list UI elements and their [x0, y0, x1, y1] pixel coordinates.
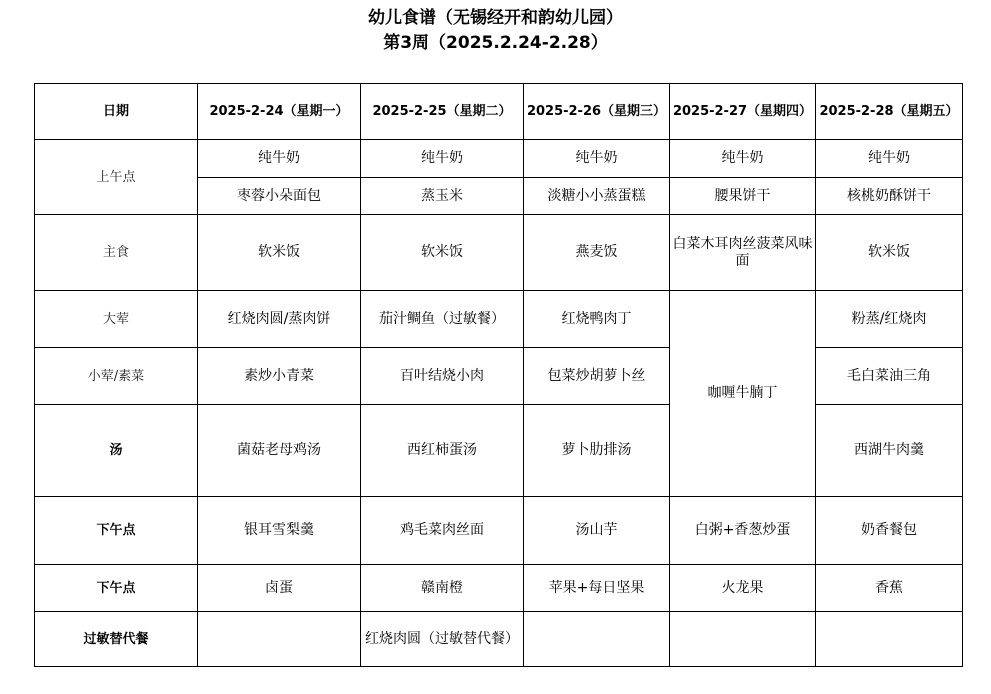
menu-cell: 核桃奶酥饼干 — [816, 178, 963, 215]
menu-cell: 软米饭 — [816, 215, 963, 291]
menu-cell: 百叶结烧小肉 — [361, 348, 524, 405]
header-row — [35, 84, 963, 140]
staple-label: 主食 — [35, 215, 198, 291]
page-title: 幼儿食谱（无锡经开和韵幼儿园） — [368, 8, 623, 28]
menu-cell: 红烧鸭肉丁 — [524, 291, 670, 348]
menu-cell: 白菜木耳肉丝菠菜风味面 — [670, 215, 816, 291]
morning-milk-row — [35, 140, 963, 178]
menu-cell — [524, 612, 670, 667]
menu-cell: 香蕉 — [816, 565, 963, 612]
allergy-sub-label: 过敏替代餐 — [35, 612, 198, 667]
side-dish-label: 小荤/素菜 — [35, 348, 198, 405]
menu-cell: 茄汁鲷鱼（过敏餐） — [361, 291, 524, 348]
morning-snack-label: 上午点 — [35, 140, 198, 215]
menu-cell: 菌菇老母鸡汤 — [198, 405, 361, 497]
menu-cell: 腰果饼干 — [670, 178, 816, 215]
soup-label: 汤 — [35, 405, 198, 497]
main-meat-label: 大荤 — [35, 291, 198, 348]
menu-cell: 汤山芋 — [524, 497, 670, 565]
allergy-sub-row — [35, 612, 963, 667]
menu-cell: 西红柿蛋汤 — [361, 405, 524, 497]
main-meat-row — [35, 291, 963, 348]
menu-cell: 粉蒸/红烧肉 — [816, 291, 963, 348]
menu-cell: 软米饭 — [198, 215, 361, 291]
menu-cell: 淡糖小小蒸蛋糕 — [524, 178, 670, 215]
menu-cell: 纯牛奶 — [361, 140, 524, 178]
day-header: 2025-2-28（星期五） — [816, 84, 963, 140]
menu-cell: 包菜炒胡萝卜丝 — [524, 348, 670, 405]
menu-cell: 鸡毛菜肉丝面 — [361, 497, 524, 565]
afternoon-snack-row-1 — [35, 497, 963, 565]
menu-cell: 银耳雪梨羹 — [198, 497, 361, 565]
menu-cell: 软米饭 — [361, 215, 524, 291]
menu-cell: 苹果+每日坚果 — [524, 565, 670, 612]
afternoon-snack-row-2 — [35, 565, 963, 612]
day-header: 2025-2-24（星期一） — [198, 84, 361, 140]
date-header: 日期 — [35, 84, 198, 140]
menu-cell: 赣南橙 — [361, 565, 524, 612]
menu-cell — [198, 612, 361, 667]
menu-table — [34, 83, 963, 667]
menu-cell: 枣蓉小朵面包 — [198, 178, 361, 215]
menu-cell: 西湖牛肉羹 — [816, 405, 963, 497]
day-header: 2025-2-27（星期四） — [670, 84, 816, 140]
menu-cell — [670, 612, 816, 667]
afternoon-snack-label: 下午点 — [35, 497, 198, 565]
menu-cell: 纯牛奶 — [524, 140, 670, 178]
menu-cell: 红烧肉圆/蒸肉饼 — [198, 291, 361, 348]
menu-cell: 卤蛋 — [198, 565, 361, 612]
menu-cell — [816, 612, 963, 667]
afternoon-snack-label: 下午点 — [35, 565, 198, 612]
side-dish-row — [35, 348, 963, 405]
menu-cell: 燕麦饭 — [524, 215, 670, 291]
menu-cell: 纯牛奶 — [198, 140, 361, 178]
menu-cell: 毛白菜油三角 — [816, 348, 963, 405]
menu-cell: 火龙果 — [670, 565, 816, 612]
menu-cell: 纯牛奶 — [670, 140, 816, 178]
page-subtitle: 第3周（2025.2.24-2.28） — [383, 33, 608, 53]
menu-cell: 蒸玉米 — [361, 178, 524, 215]
thursday-merged-cell: 咖喱牛腩丁 — [670, 291, 816, 497]
menu-cell: 奶香餐包 — [816, 497, 963, 565]
menu-cell: 萝卜肋排汤 — [524, 405, 670, 497]
soup-row — [35, 405, 963, 497]
menu-cell: 白粥+香葱炒蛋 — [670, 497, 816, 565]
menu-cell: 红烧肉圆（过敏替代餐） — [361, 612, 524, 667]
day-header: 2025-2-26（星期三） — [524, 84, 670, 140]
menu-cell: 素炒小青菜 — [198, 348, 361, 405]
day-header: 2025-2-25（星期二） — [361, 84, 524, 140]
menu-cell: 纯牛奶 — [816, 140, 963, 178]
staple-row — [35, 215, 963, 291]
